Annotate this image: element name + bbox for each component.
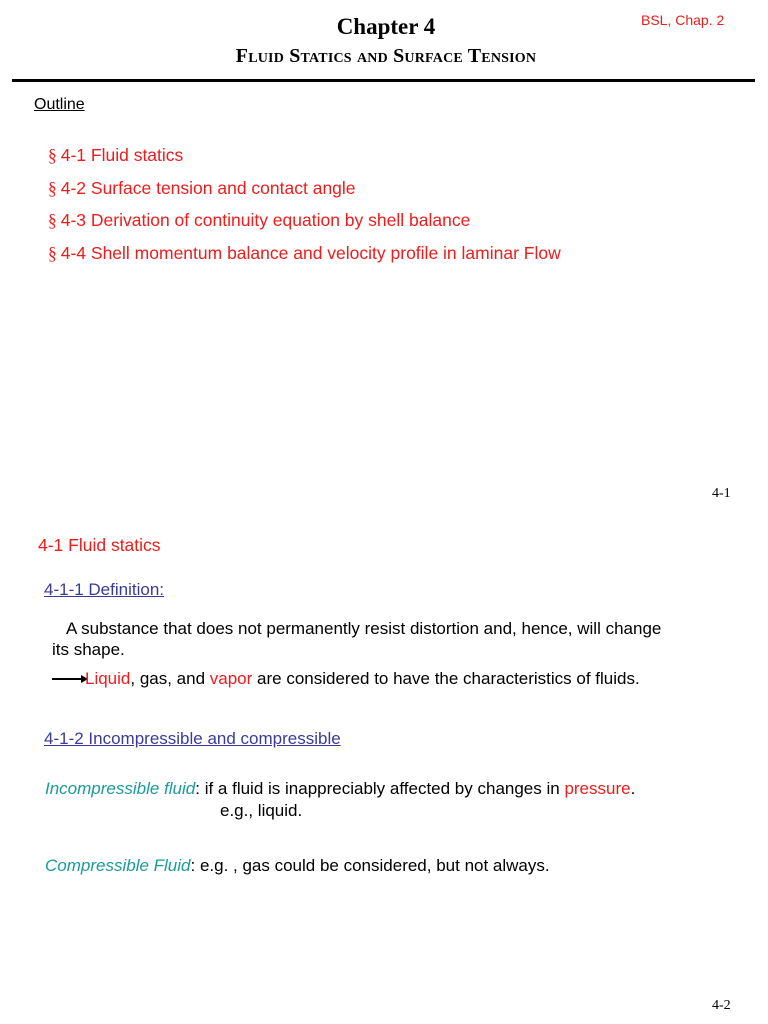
section-mark: § (48, 145, 57, 165)
section-mark: § (48, 210, 57, 230)
statement-end: are considered to have the characteristics of fluids. (252, 669, 640, 688)
outline-item-text: 4-3 Derivation of continuity equation by shell balance (60, 210, 471, 230)
reference-tag: BSL, Chap. 2 (641, 12, 725, 28)
chapter-subtitle: Fluid Statics and Surface Tension (235, 45, 537, 67)
outline-item-text: 4-2 Surface tension and contact angle (60, 178, 356, 198)
outline-item (48, 178, 356, 199)
statement-mid: , gas, and (130, 669, 210, 688)
page-number: 4-2 (712, 998, 731, 1013)
definition-line-2: its shape. (52, 640, 125, 659)
term-compressible: Compressible Fluid (45, 856, 191, 875)
page-number: 4-1 (712, 486, 731, 501)
incompressible-example: e.g., liquid. (220, 801, 303, 820)
section-heading: 4-1 Fluid statics (38, 535, 161, 555)
fluids-statement (85, 669, 640, 689)
term-pressure: pressure (564, 779, 631, 798)
chapter-title: Chapter 4 (336, 14, 436, 39)
term-incompressible: Incompressible fluid (45, 779, 196, 798)
compressible-text: : e.g. , gas could be considered, but not always. (190, 856, 550, 875)
outline-item (48, 210, 470, 231)
outline-item (48, 145, 183, 166)
compressible-line (45, 856, 550, 876)
outline-item-text: 4-1 Fluid statics (60, 145, 184, 165)
incompressible-line (45, 779, 635, 799)
term-vapor: vapor (209, 669, 253, 688)
subsection-heading: 4-1-1 Definition: (44, 580, 165, 599)
subsection-heading: 4-1-2 Incompressible and compressible (44, 729, 341, 748)
section-mark: § (48, 178, 57, 198)
arrow-right-icon (52, 678, 86, 680)
incompressible-text: : if a fluid is inappreciably affected by changes in (195, 779, 565, 798)
section-mark: § (48, 243, 57, 263)
term-liquid: Liquid (85, 669, 131, 688)
definition-line-1: A substance that does not permanently resist distortion and, hence, will change (66, 619, 662, 638)
outline-item (48, 243, 561, 264)
incompressible-period: . (630, 779, 636, 798)
header-rule (12, 79, 755, 82)
outline-heading: Outline (34, 96, 85, 113)
outline-item-text: 4-4 Shell momentum balance and velocity profile in laminar Flow (60, 243, 561, 263)
